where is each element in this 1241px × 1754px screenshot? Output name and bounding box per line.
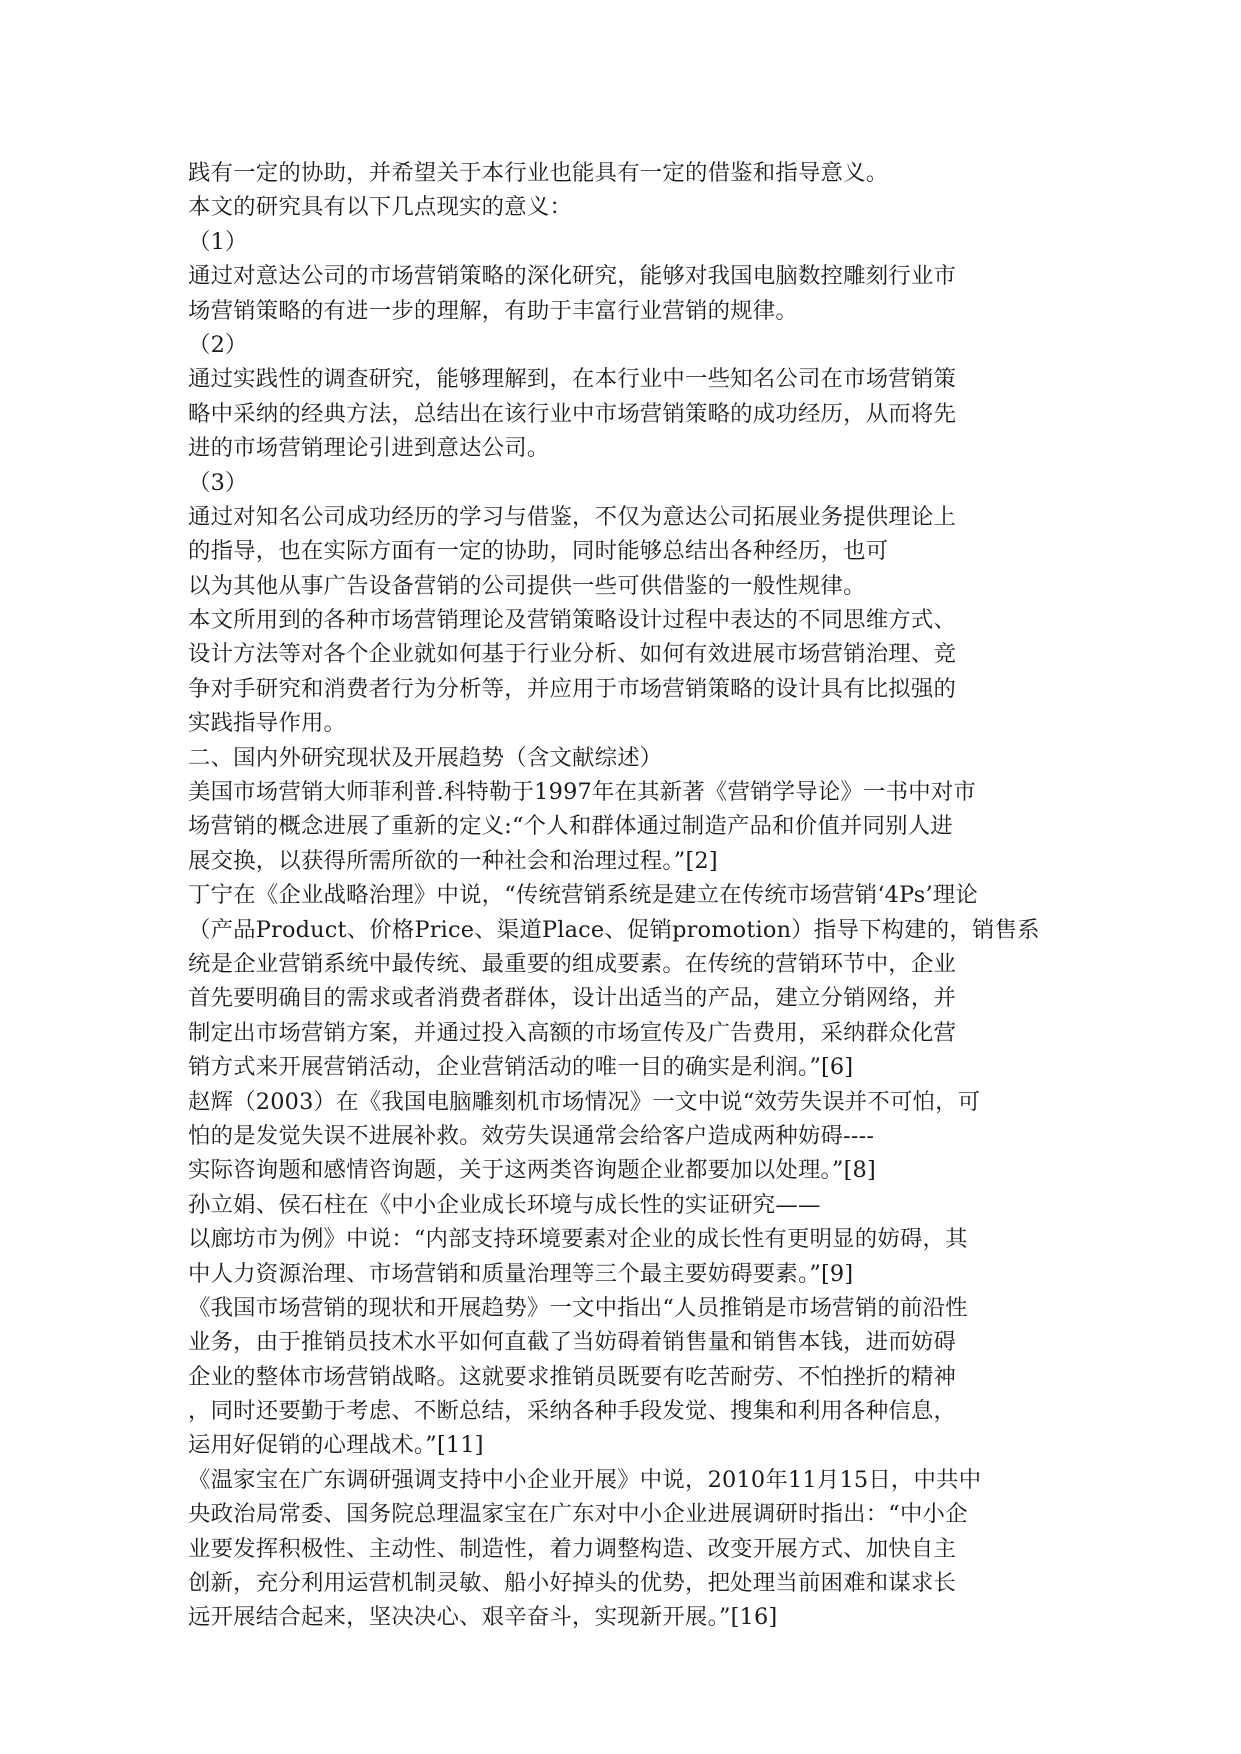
- text-line: 实践指导作用。: [188, 710, 347, 737]
- text-line: 赵辉（2003）在《我国电脑雕刻机市场情况》一文中说“效劳失误并不可怕，可: [188, 1088, 981, 1115]
- list-marker: （2）: [188, 331, 248, 358]
- text-line: （产品Product、价格Price、渠道Place、促销promotion）指导下构建的，销售系: [188, 916, 1040, 943]
- section-heading: 二、国内外研究现状及开展趋势（含文献综述）: [188, 744, 663, 771]
- text-line: 设计方法等对各个企业就如何基于行业分析、如何有效进展市场营销治理、竞: [188, 641, 957, 668]
- text-line: 统是企业营销系统中最传统、最重要的组成要素。在传统的营销环节中，企业: [188, 950, 957, 977]
- text-line: 业务，由于推销员技术水平如何直截了当妨碍着销售量和销售本钱，进而妨碍: [188, 1329, 957, 1356]
- text-line: 怕的是发觉失误不进展补救。效劳失误通常会给客户造成两种妨碍----: [188, 1122, 875, 1149]
- text-line: 本文所用到的各种市场营销理论及营销策略设计过程中表达的不同思维方式、: [188, 607, 957, 634]
- text-line: 争对手研究和消费者行为分析等，并应用于市场营销策略的设计具有比拟强的: [188, 675, 957, 702]
- text-line: 展交换，以获得所需所欲的一种社会和治理过程。”[2]: [188, 847, 718, 874]
- text-line: 进的市场营销理论引进到意达公司。: [188, 435, 550, 462]
- text-line: 孙立娟、侯石柱在《中小企业成长环境与成长性的实证研究——: [188, 1191, 821, 1218]
- text-line: 以为其他从事广告设备营销的公司提供一些可供借鉴的一般性规律。: [188, 572, 866, 599]
- text-line: 略中采纳的经典方法，总结出在该行业中市场营销策略的成功经历，从而将先: [188, 400, 957, 427]
- text-line: 央政治局常委、国务院总理温家宝在广东对中小企业进展调研时指出：“中小企: [188, 1501, 968, 1528]
- text-line: 制定出市场营销方案，并通过投入高额的市场宣传及广告费用，采纳群众化营: [188, 1019, 957, 1046]
- text-line: 首先要明确目的需求或者消费者群体，设计出适当的产品，建立分销网络，并: [188, 985, 957, 1012]
- text-line: 通过对意达公司的市场营销策略的深化研究，能够对我国电脑数控雕刻行业市: [188, 263, 957, 290]
- text-line: 践有一定的协助，并希望关于本行业也能具有一定的借鉴和指导意义。: [188, 160, 889, 186]
- text-line: 丁宁在《企业战略治理》中说，“传统营销系统是建立在传统市场营销‘4Ps’理论: [188, 882, 978, 909]
- text-line: ，同时还要勤于考虑、不断总结，采纳各种手段发觉、搜集和利用各种信息，: [188, 1398, 957, 1425]
- text-line: 《温家宝在广东调研强调支持中小企业开展》中说，2010年11月15日，中共中: [188, 1466, 982, 1493]
- text-line: 中人力资源治理、市场营销和质量治理等三个最主要妨碍要素。”[9]: [188, 1260, 854, 1287]
- list-marker: （3）: [188, 469, 248, 496]
- text-line: 创新，充分利用运营机制灵敏、船小好掉头的优势，把处理当前困难和谋求长: [188, 1570, 957, 1597]
- text-line: 美国市场营销大师菲利普.科特勒于1997年在其新著《营销学导论》一书中对市: [188, 779, 976, 806]
- text-line: 场营销策略的有进一步的理解，有助于丰富行业营销的规律。: [188, 297, 798, 324]
- text-line: 销方式来开展营销活动，企业营销活动的唯一目的确实是利润。”[6]: [188, 1054, 854, 1081]
- list-marker: （1）: [188, 228, 248, 255]
- text-line: 远开展结合起来，坚决决心、艰辛奋斗，实现新开展。”[16]: [188, 1604, 778, 1631]
- text-line: 运用好促销的心理战术。”[11]: [188, 1432, 484, 1459]
- text-line: 通过实践性的调查研究，能够理解到，在本行业中一些知名公司在市场营销策: [188, 366, 957, 393]
- text-line: 企业的整体市场营销战略。这就要求推销员既要有吃苦耐劳、不怕挫折的精神: [188, 1363, 957, 1390]
- text-line: 业要发挥积极性、主动性、制造性，着力调整构造、改变开展方式、加快自主: [188, 1535, 957, 1562]
- text-line: 场营销的概念进展了重新的定义:“个人和群体通过制造产品和价值并同别人进: [188, 813, 953, 840]
- body-text: [188, 156, 1068, 1635]
- text-line: 本文的研究具有以下几点现实的意义：: [188, 194, 573, 221]
- text-line: 《我国市场营销的现状和开展趋势》一文中指出“人员推销是市场营销的前沿性: [188, 1294, 968, 1321]
- text-line: 以廊坊市为例》中说：“内部支持环境要素对企业的成长性有更明显的妨碍，其: [188, 1226, 968, 1253]
- text-line: 实际咨询题和感情咨询题，关于这两类咨询题企业都要加以处理。”[8]: [188, 1157, 876, 1184]
- text-line: 的指导，也在实际方面有一定的协助，同时能够总结出各种经历，也可: [188, 538, 889, 565]
- text-line: 通过对知名公司成功经历的学习与借鉴，不仅为意达公司拓展业务提供理论上: [188, 503, 957, 530]
